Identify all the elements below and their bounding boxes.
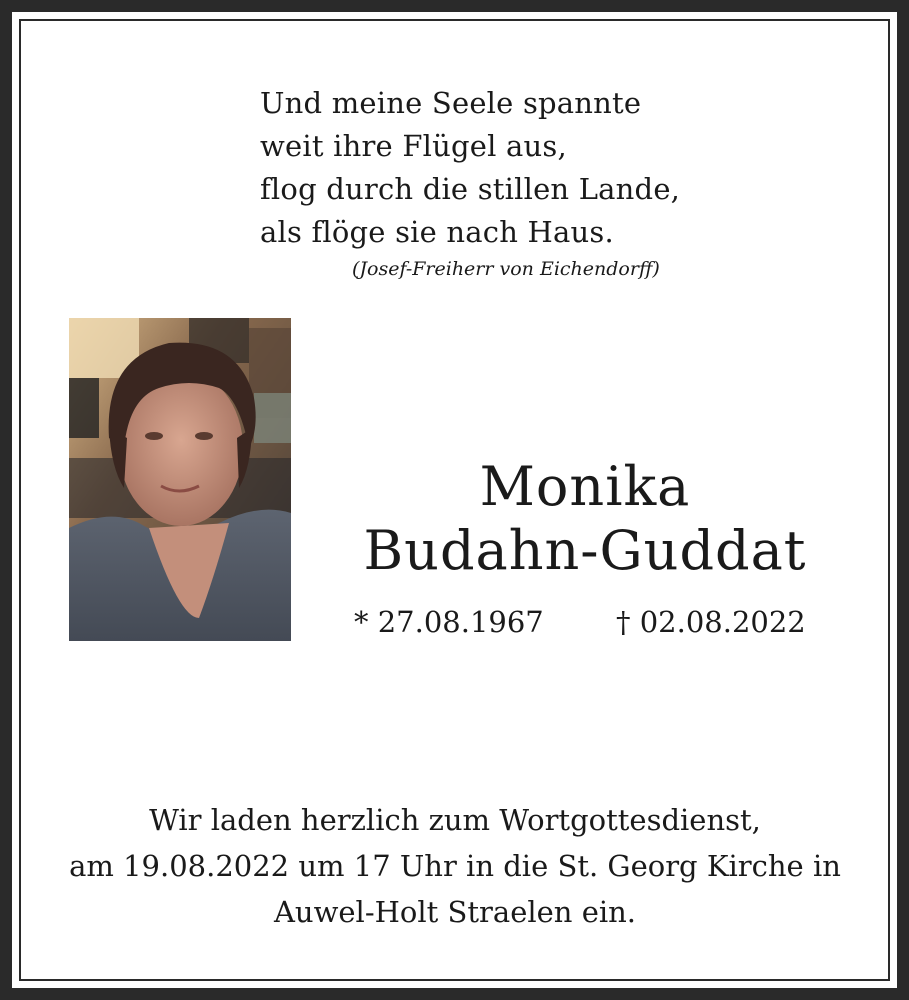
poem-line: flog durch die stillen Lande,: [260, 172, 681, 206]
last-name: Budahn-Guddat: [363, 519, 807, 582]
first-name: Monika: [479, 455, 691, 518]
service-invitation: [40, 797, 870, 935]
death-date: † 02.08.2022: [616, 605, 806, 639]
invitation-line: am 19.08.2022 um 17 Uhr in die St. Georg Kirche in: [69, 849, 841, 883]
poem-line: weit ihre Flügel aus,: [260, 129, 567, 163]
invitation-line: Auwel-Holt Straelen ein.: [273, 895, 637, 929]
invitation-line: Wir laden herzlich zum Wortgottesdienst,: [149, 803, 761, 837]
poem-line: als flöge sie nach Haus.: [260, 215, 614, 249]
poem-line: Und meine Seele spannte: [260, 86, 642, 120]
birth-date: * 27.08.1967: [354, 605, 544, 639]
deceased-name: [330, 455, 840, 583]
poem-attribution: (Josef-Freiherr von Eichendorff): [352, 258, 660, 280]
portrait-photo: [69, 318, 291, 641]
poem: [260, 82, 680, 254]
